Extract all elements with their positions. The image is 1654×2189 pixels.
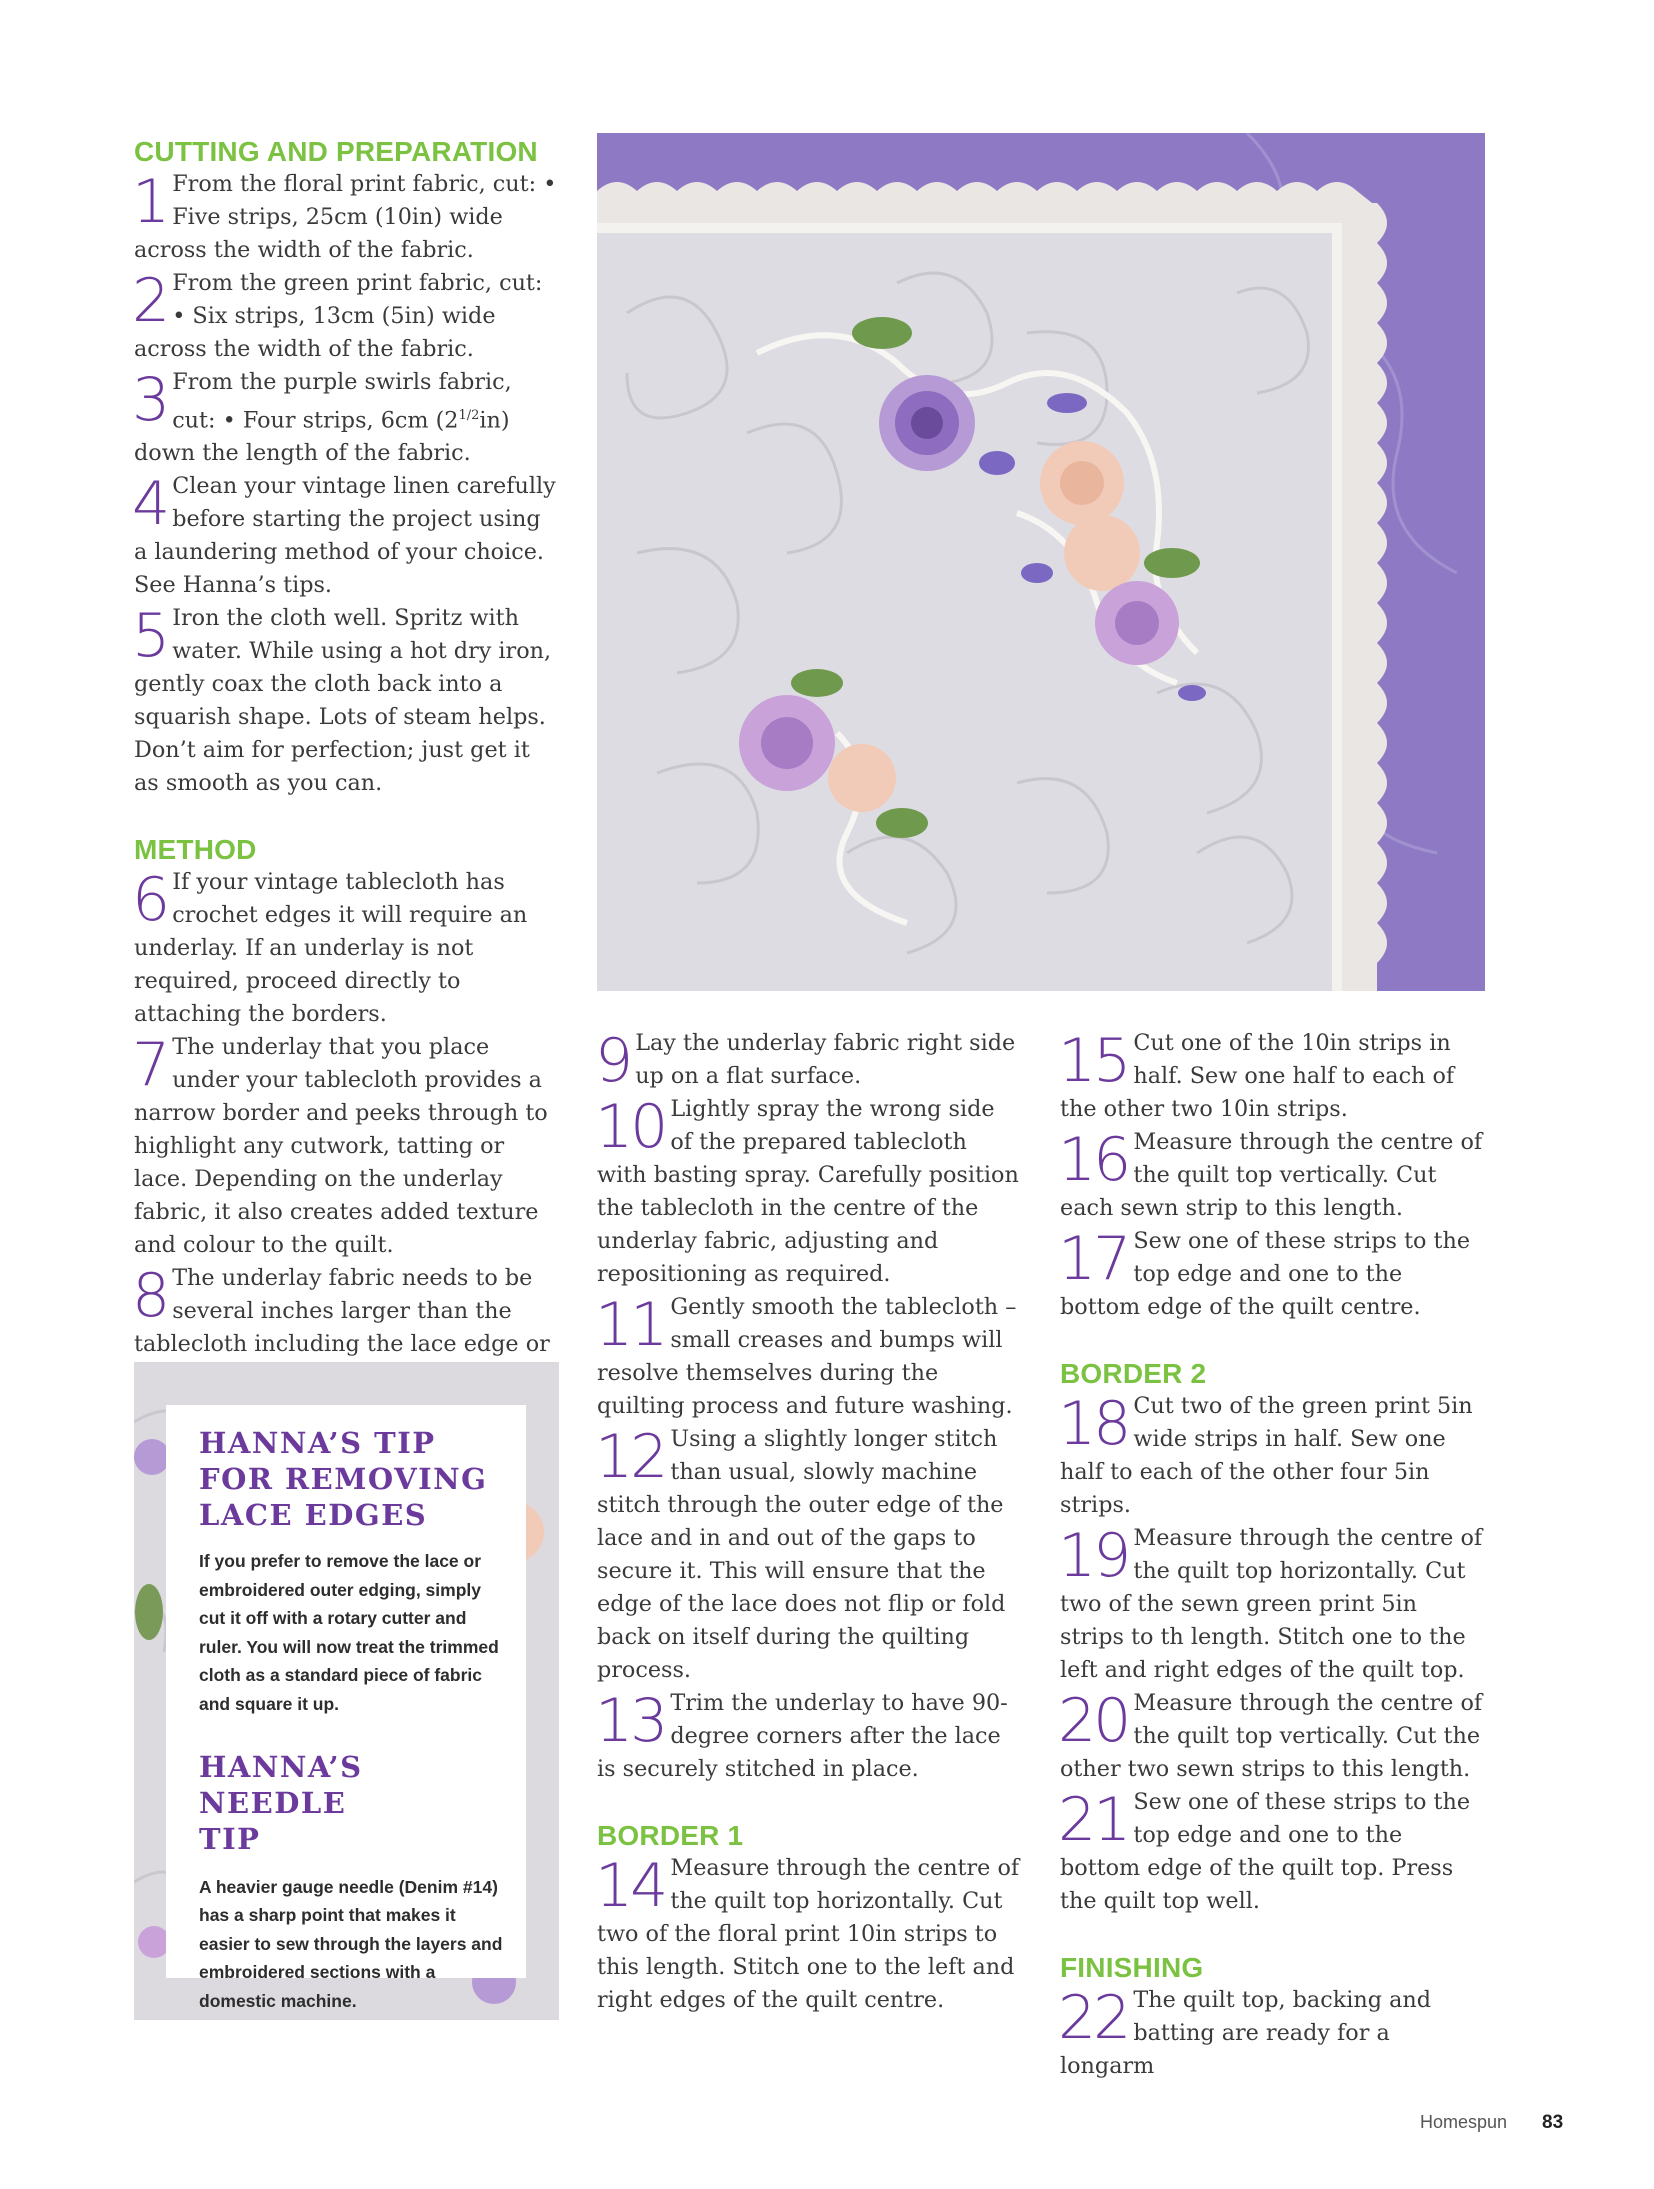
step-number: 22	[1058, 1983, 1129, 2053]
finishing-heading: FINISHING	[1060, 1952, 1204, 1983]
step-12	[597, 1423, 1023, 1687]
lace-tip-title: HANNA’S TIP FOR REMOVING LACE EDGES	[199, 1426, 488, 1532]
step-text: Cut one of the 10in strips in half. Sew one half to each of the other two 10in strips.	[1060, 1030, 1455, 1122]
step-16	[1060, 1126, 1486, 1225]
step-number: 21	[1058, 1785, 1129, 1855]
step-14	[597, 1852, 1023, 2017]
step-text: The underlay fabric needs to be several inches larger than the tablecloth including the lace edge or	[134, 1265, 550, 1358]
step-6	[134, 866, 560, 1031]
quilt-photo	[597, 133, 1485, 991]
step-number: 1	[132, 167, 168, 237]
step-text-start: From the purple swirls fabric, cut: • Four strips, 6cm (2	[172, 369, 512, 434]
step-number: 10	[595, 1092, 666, 1162]
step-number: 5	[132, 601, 168, 672]
step-number: 19	[1058, 1521, 1129, 1591]
step-1	[134, 168, 560, 267]
left-column	[134, 135, 560, 1394]
step-text-end: in) down the length of the fabric.	[134, 407, 510, 467]
step-number: 13	[595, 1686, 666, 1756]
fraction: 1/2	[458, 408, 480, 423]
step-11	[597, 1291, 1023, 1423]
step-text: Cut two of the green print 5in wide strips in half. Sew one half to each of the other four 5in strips.	[1060, 1393, 1473, 1518]
step-21	[1060, 1786, 1486, 1918]
step-text: Measure through the centre of the quilt top vertically. Cut the other two sewn strips to this length.	[1060, 1690, 1483, 1782]
step-10	[597, 1093, 1023, 1291]
step-4	[134, 470, 560, 602]
step-text: Measure through the centre of the quilt top vertically. Cut each sewn strip to this length.	[1060, 1129, 1483, 1221]
step-text: Clean your vintage linen carefully before starting the project using a laundering method of your choice. See Hanna’s tips.	[134, 473, 556, 599]
step-5	[134, 602, 560, 800]
step-2	[134, 267, 560, 366]
step-22	[1060, 1984, 1486, 2083]
step-18	[1060, 1390, 1486, 1522]
step-number: 16	[1058, 1125, 1129, 1195]
right-column	[1060, 1027, 1486, 2083]
step-7	[134, 1031, 560, 1262]
step-text: If your vintage tablecloth has crochet edges it will require an underlay. If an underlay is not required, proceed directly to attaching the borders.	[134, 869, 528, 1028]
step-text: From the green print fabric, cut: • Six strips, 13cm (5in) wide across the width of the fabric.	[134, 270, 543, 362]
lace-tip-text: If you prefer to remove the lace or embroidered outer edging, simply cut it off with a rotary cutter and ruler. You will now treat the trimmed cloth as a standard piece of fabric and square it up.	[199, 1551, 499, 1714]
step-text: Measure through the centre of the quilt top horizontally. Cut two of the floral print 10in strips to this length. Stitch one to the left and right edges of the quilt centre.	[597, 1855, 1020, 2013]
step-text	[134, 366, 560, 470]
page-number: 83	[1542, 2112, 1564, 2133]
step-text: Using a slightly longer stitch than usual, slowly machine stitch through the outer edge of the lace and in and out of the gaps to secure it. This will ensure that the edge of the lace does not flip or fold back on itself during the quilting process.	[597, 1426, 1006, 1683]
step-19	[1060, 1522, 1486, 1687]
needle-tip-text: A heavier gauge needle (Denim #14) has a sharp point that makes it easier to sew through the layers and embroidered sections with a domestic machine.	[199, 1876, 503, 2011]
step-number: 4	[132, 469, 168, 540]
step-number: 17	[1058, 1224, 1129, 1294]
method-heading: METHOD	[134, 834, 257, 866]
step-number: 15	[1058, 1026, 1129, 1096]
step-text: Lightly spray the wrong side of the prepared tablecloth with basting spray. Carefully position the tablecloth in the centre of the underlay fabric, adjusting and repositioning as required.	[597, 1096, 1019, 1287]
footer-magazine-name: Homespun	[1420, 2112, 1508, 2132]
step-text: The underlay that you place under your tablecloth provides a narrow border and peeks through to highlight any cutwork, tatting or lace. Depending on the underlay fabric, it also creates added texture and colour to the quilt.	[134, 1034, 548, 1259]
border2-heading: BORDER 2	[1060, 1358, 1207, 1389]
quilt-photo-graphic	[597, 133, 1485, 991]
step-text: From the floral print fabric, cut: • Five strips, 25cm (10in) wide across the width of the fabric.	[134, 171, 557, 263]
step-number: 8	[132, 1261, 168, 1332]
step-text: Lay the underlay fabric right side up on a flat surface.	[635, 1030, 1016, 1089]
step-3	[134, 366, 560, 470]
step-number: 3	[132, 365, 168, 435]
step-text: Sew one of these strips to the top edge and one to the bottom edge of the quilt top. Press the quilt top well.	[1060, 1789, 1471, 1914]
step-number: 6	[132, 865, 168, 936]
middle-column	[597, 1027, 1023, 2017]
cutting-heading: CUTTING AND PREPARATION	[134, 136, 538, 167]
border1-heading: BORDER 1	[597, 1820, 744, 1851]
step-text: Measure through the centre of the quilt top horizontally. Cut two of the sewn green print 5in strips to th length. Stitch one to the left and right edges of the quilt top.	[1060, 1525, 1483, 1683]
tip-box	[166, 1405, 526, 2011]
step-text: Gently smooth the tablecloth – small creases and bumps will resolve themselves during the quilting process and future washing.	[597, 1294, 1017, 1419]
step-text: Trim the underlay to have 90-degree corners after the lace is securely stitched in place.	[597, 1690, 1008, 1782]
step-13	[597, 1687, 1023, 1786]
step-number: 9	[595, 1026, 631, 1096]
step-number: 7	[132, 1030, 168, 1101]
step-text: Sew one of these strips to the top edge and one to the bottom edge of the quilt centre.	[1060, 1228, 1471, 1320]
step-number: 20	[1058, 1686, 1129, 1756]
step-17	[1060, 1225, 1486, 1324]
step-text: Iron the cloth well. Spritz with water. While using a hot dry iron, gently coax the cloth back into a squarish shape. Lots of steam helps. Don’t aim for perfection; just get it as smooth as you can.	[134, 605, 552, 797]
step-number: 18	[1058, 1389, 1129, 1459]
step-number: 12	[595, 1422, 666, 1492]
step-number: 14	[595, 1851, 666, 1921]
needle-tip-title: HANNA’S NEEDLE TIP	[199, 1749, 363, 1856]
step-9	[595, 1026, 1023, 1096]
step-number: 11	[595, 1290, 666, 1360]
step-20	[1060, 1687, 1486, 1786]
step-15	[1060, 1027, 1486, 1126]
step-text: The quilt top, backing and batting are ready for a longarm	[1060, 1987, 1431, 2079]
step-number: 2	[132, 266, 168, 336]
